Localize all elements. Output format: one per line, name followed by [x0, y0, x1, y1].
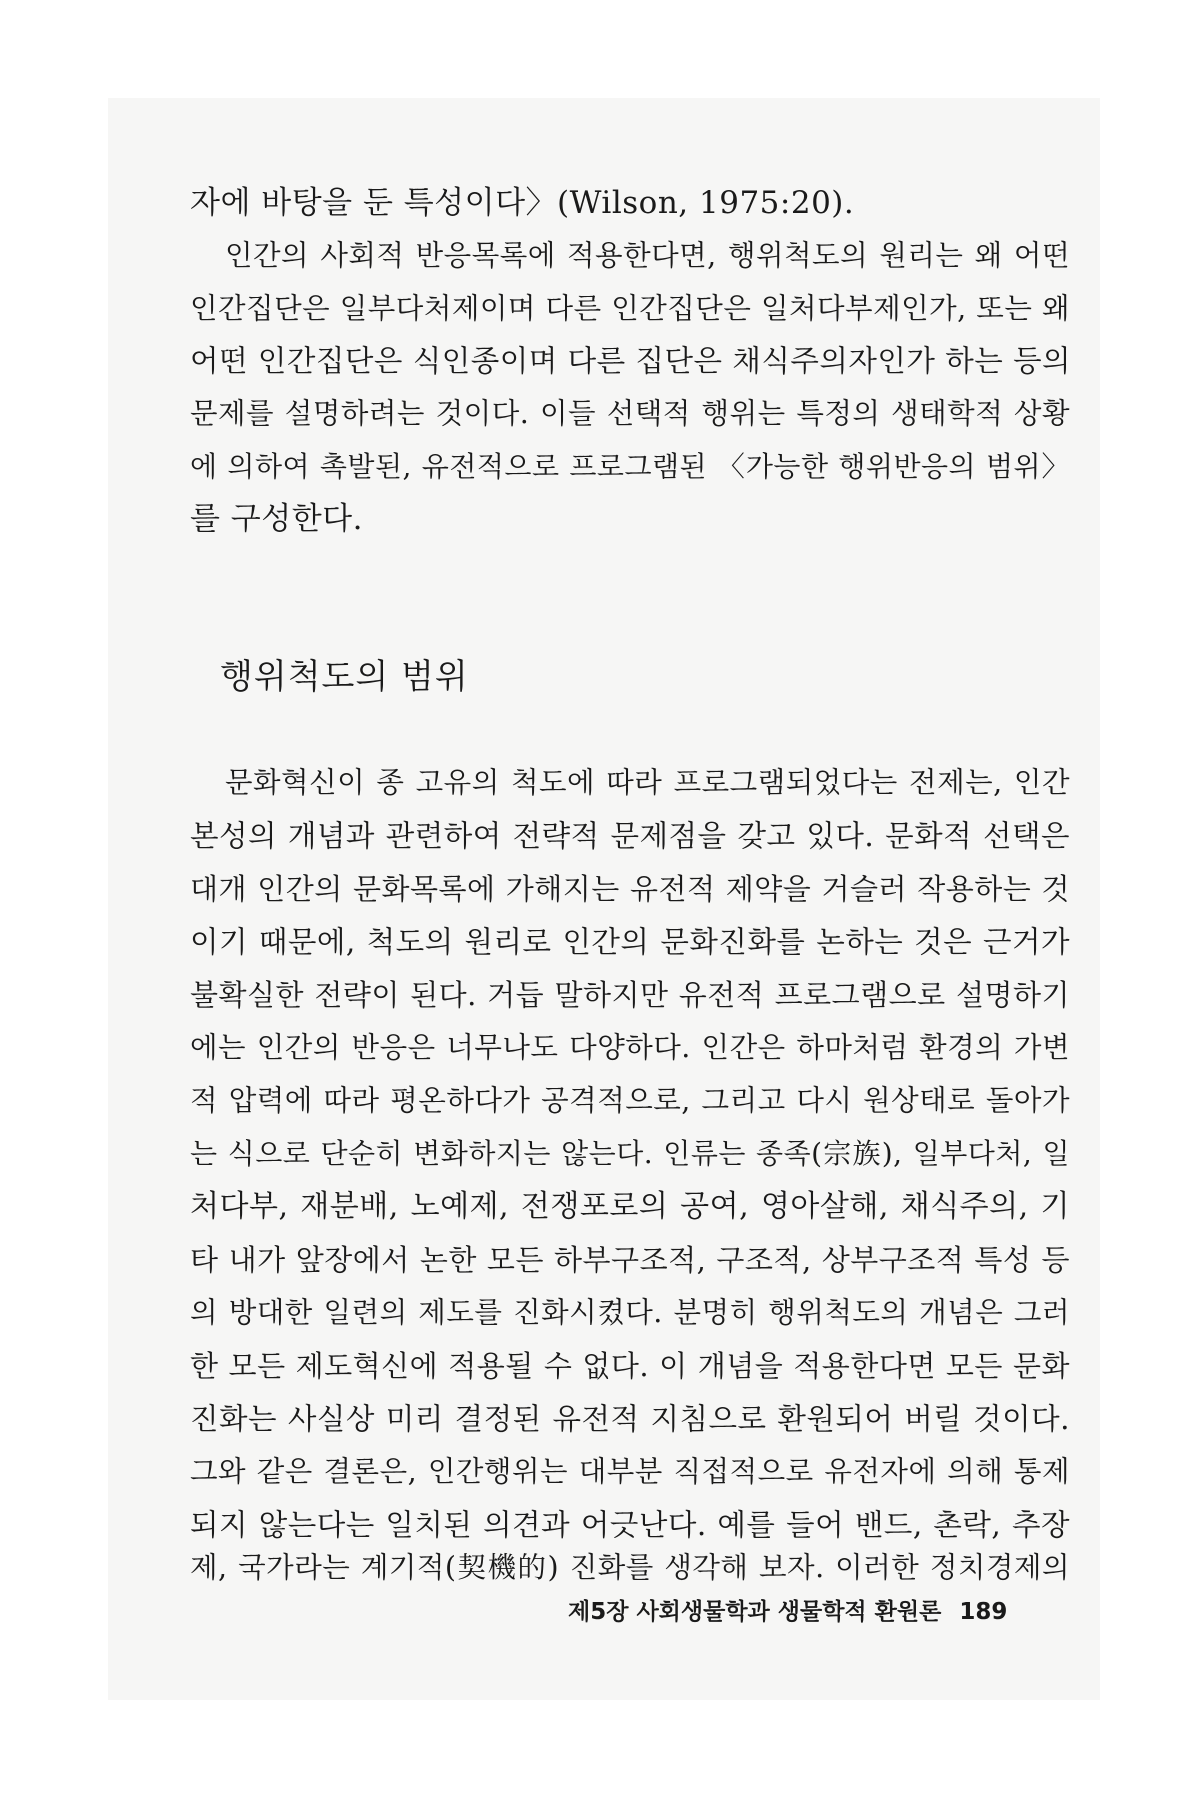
- paragraph-line: 를 구성한다.: [190, 501, 363, 537]
- paragraph-line: 불확실한 전략이 된다. 거듭 말하지만 유전적 프로그램으로 설명하기: [190, 978, 1070, 1012]
- paragraph-line: 진화는 사실상 미리 결정된 유전적 지침으로 환원되어 버릴 것이다.: [190, 1402, 1070, 1436]
- paragraph-line: 문제를 설명하려는 것이다. 이들 선택적 행위는 특정의 생태학적 상황: [190, 397, 1070, 430]
- paragraph-line: 는 식으로 단순히 변화하지는 않는다. 인류는 종족(宗族), 일부다처, 일: [190, 1137, 1070, 1170]
- paragraph-line: 본성의 개념과 관련하여 전략적 문제점을 갖고 있다. 문화적 선택은: [190, 819, 1070, 853]
- paragraph-line: 되지 않는다는 일치된 의견과 어긋난다. 예를 들어 밴드, 촌락, 추장: [190, 1508, 1070, 1542]
- paragraph-line: 대개 인간의 문화목록에 가해지는 유전적 제약을 거슬러 작용하는 것: [190, 872, 1070, 906]
- paragraph-line: 제, 국가라는 계기적(契機的) 진화를 생각해 보자. 이러한 정치경제의: [190, 1551, 1070, 1584]
- page-number: 189: [959, 1599, 1008, 1625]
- paragraph-line: 처다부, 재분배, 노예제, 전쟁포로의 공여, 영아살해, 채식주의, 기: [190, 1189, 1070, 1224]
- section-heading: 행위척도의 범위: [220, 657, 469, 697]
- paragraph-line: 그와 같은 결론은, 인간행위는 대부분 직접적으로 유전자에 의해 통제: [190, 1455, 1070, 1488]
- paragraph-line: 어떤 인간집단은 식인종이며 다른 집단은 채식주의자인가 하는 등의: [190, 344, 1072, 378]
- page-footer: [568, 1596, 1007, 1628]
- paragraph-line: 자에 바탕을 둔 특성이다〉(Wilson, 1975:20).: [190, 185, 855, 221]
- paragraph-line: 한 모든 제도혁신에 적용될 수 없다. 이 개념을 적용한다면 모든 문화: [190, 1349, 1070, 1383]
- paragraph-line: 문화혁신이 종 고유의 척도에 따라 프로그램되었다는 전제는, 인간: [225, 766, 1070, 799]
- paragraph-line: 에 의하여 촉발된, 유전적으로 프로그램된 〈가능한 행위반응의 범위〉: [190, 450, 1070, 483]
- paragraph-line: 에는 인간의 반응은 너무나도 다양하다. 인간은 하마처럼 환경의 가변: [190, 1031, 1070, 1064]
- paragraph-line: 인간의 사회적 반응목록에 적용한다면, 행위척도의 원리는 왜 어떤: [225, 239, 1070, 272]
- paragraph-line: 적 압력에 따라 평온하다가 공격적으로, 그리고 다시 원상태로 돌아가: [190, 1084, 1070, 1117]
- paragraph-line: 이기 때문에, 척도의 원리로 인간의 문화진화를 논하는 것은 근거가: [190, 925, 1070, 959]
- paragraph-line: 타 내가 앞장에서 논한 모든 하부구조적, 구조적, 상부구조적 특성 등: [190, 1243, 1070, 1277]
- chapter-title: 제5장 사회생물학과 생물학적 환원론: [568, 1599, 942, 1625]
- paragraph-line: 의 방대한 일련의 제도를 진화시켰다. 분명히 행위척도의 개념은 그러: [190, 1296, 1070, 1329]
- paragraph-line: 인간집단은 일부다처제이며 다른 인간집단은 일처다부제인가, 또는 왜: [190, 292, 1070, 325]
